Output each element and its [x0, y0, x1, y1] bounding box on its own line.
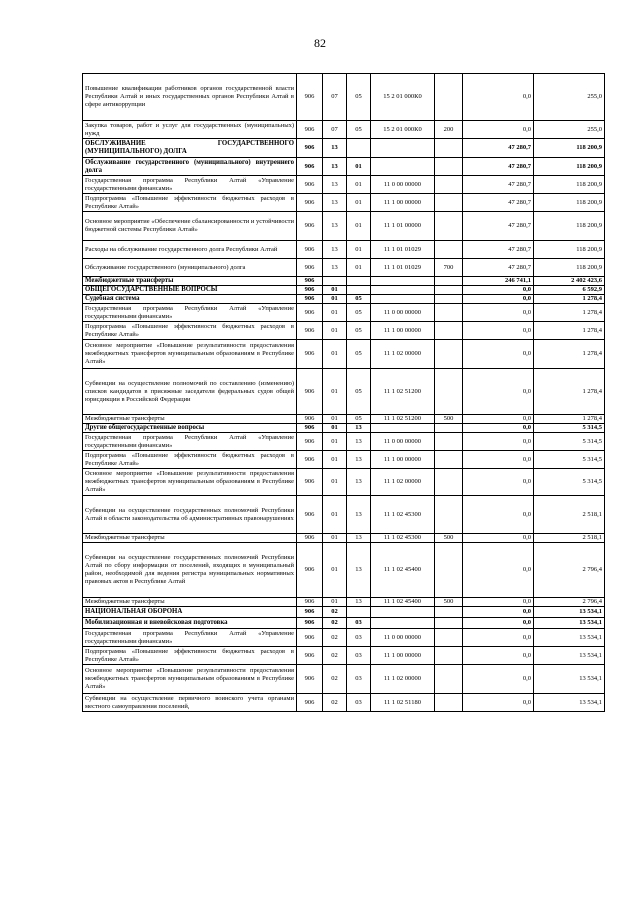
amount-year-1: 47 280,7 — [463, 259, 534, 277]
amount-year-1: 0,0 — [463, 469, 534, 496]
section-code: 01 — [323, 451, 347, 469]
table-row — [83, 176, 605, 194]
subsection-code — [347, 286, 371, 295]
table-row — [83, 194, 605, 212]
amount-year-1: 0,0 — [463, 618, 534, 629]
ved-code: 906 — [297, 415, 323, 424]
expense-type-code — [435, 647, 463, 665]
ved-code: 906 — [297, 629, 323, 647]
section-code: 01 — [323, 322, 347, 340]
row-name: Субвенции на осуществление первичного воинского учета органами местного самоуправления поселений, — [83, 694, 297, 712]
target-article-code: 11 1 02 00000 — [371, 340, 435, 369]
amount-year-2: 118 200,9 — [534, 176, 605, 194]
section-code: 01 — [323, 415, 347, 424]
subsection-code: 13 — [347, 469, 371, 496]
amount-year-1: 0,0 — [463, 665, 534, 694]
subsection-code: 01 — [347, 194, 371, 212]
expense-type-code — [435, 469, 463, 496]
table-row — [83, 340, 605, 369]
ved-code: 906 — [297, 424, 323, 433]
target-article-code: 11 0 00 00000 — [371, 433, 435, 451]
section-code: 01 — [323, 543, 347, 598]
ved-code: 906 — [297, 598, 323, 607]
target-article-code: 11 0 00 00000 — [371, 629, 435, 647]
amount-year-1: 47 280,7 — [463, 212, 534, 241]
table-row — [83, 433, 605, 451]
section-code: 13 — [323, 158, 347, 176]
row-name: Подпрограмма «Повышение эффективности бюджетных расходов в Республике Алтай» — [83, 194, 297, 212]
ved-code: 906 — [297, 241, 323, 259]
expense-type-code — [435, 607, 463, 618]
subsection-code: 01 — [347, 241, 371, 259]
subsection-code: 01 — [347, 158, 371, 176]
amount-year-1: 0,0 — [463, 322, 534, 340]
subsection-code: 13 — [347, 534, 371, 543]
target-article-code: 11 1 02 51200 — [371, 415, 435, 424]
row-name: Государственная программа Республики Алтай «Управление государственными финансами» — [83, 433, 297, 451]
table-row — [83, 139, 605, 158]
expense-type-code — [435, 194, 463, 212]
amount-year-1: 0,0 — [463, 415, 534, 424]
section-code: 01 — [323, 534, 347, 543]
subsection-code: 01 — [347, 212, 371, 241]
section-code: 02 — [323, 647, 347, 665]
amount-year-1: 0,0 — [463, 607, 534, 618]
target-article-code: 11 1 02 00000 — [371, 469, 435, 496]
amount-year-2: 118 200,9 — [534, 158, 605, 176]
row-name: Обслуживание государственного (муниципального) долга — [83, 259, 297, 277]
ved-code: 906 — [297, 451, 323, 469]
amount-year-2: 2 796,4 — [534, 543, 605, 598]
expense-type-code — [435, 295, 463, 304]
section-code: 02 — [323, 607, 347, 618]
expense-type-code — [435, 451, 463, 469]
target-article-code: 11 1 01 00000 — [371, 212, 435, 241]
subsection-code: 13 — [347, 496, 371, 534]
section-code: 01 — [323, 433, 347, 451]
target-article-code: 11 1 01 01029 — [371, 241, 435, 259]
expense-type-code — [435, 433, 463, 451]
target-article-code — [371, 607, 435, 618]
row-name: ОБЩЕГОСУДАРСТВЕННЫЕ ВОПРОСЫ — [83, 286, 297, 295]
row-name: Подпрограмма «Повышение эффективности бюджетных расходов в Республике Алтай» — [83, 647, 297, 665]
expense-type-code — [435, 424, 463, 433]
expense-type-code — [435, 286, 463, 295]
subsection-code: 05 — [347, 74, 371, 121]
amount-year-1: 47 280,7 — [463, 176, 534, 194]
amount-year-2: 2 402 423,6 — [534, 277, 605, 286]
subsection-code: 05 — [347, 304, 371, 322]
target-article-code: 15 2 01 000К0 — [371, 74, 435, 121]
subsection-code: 01 — [347, 176, 371, 194]
amount-year-1: 0,0 — [463, 496, 534, 534]
target-article-code — [371, 618, 435, 629]
section-code: 01 — [323, 304, 347, 322]
row-name: Основное мероприятие «Обеспечение сбалансированности и устойчивости бюджетной системы Республики Алтай» — [83, 212, 297, 241]
ved-code: 906 — [297, 158, 323, 176]
expense-type-code — [435, 277, 463, 286]
target-article-code: 11 1 02 45300 — [371, 534, 435, 543]
table-row — [83, 424, 605, 433]
table-row — [83, 212, 605, 241]
row-name: Повышение квалификации работников органов государственной власти Республики Алтай и иных государственных органов Республики Алтай в сфере антикоррупции — [83, 74, 297, 121]
subsection-code — [347, 607, 371, 618]
table-row — [83, 121, 605, 139]
section-code: 01 — [323, 340, 347, 369]
expense-type-code — [435, 496, 463, 534]
amount-year-2: 118 200,9 — [534, 139, 605, 158]
row-name: Основное мероприятие «Повышение результативности предоставления межбюджетных трансфертов муниципальным образованиям в Республике Алтай» — [83, 469, 297, 496]
section-code: 13 — [323, 176, 347, 194]
ved-code: 906 — [297, 694, 323, 712]
subsection-code: 05 — [347, 340, 371, 369]
subsection-code: 13 — [347, 598, 371, 607]
ved-code: 906 — [297, 607, 323, 618]
section-code: 13 — [323, 241, 347, 259]
ved-code: 906 — [297, 286, 323, 295]
amount-year-2: 118 200,9 — [534, 241, 605, 259]
amount-year-2: 5 314,5 — [534, 469, 605, 496]
table-row — [83, 322, 605, 340]
expense-type-code: 500 — [435, 598, 463, 607]
row-name: Другие общегосударственные вопросы — [83, 424, 297, 433]
amount-year-2: 118 200,9 — [534, 212, 605, 241]
table-row — [83, 158, 605, 176]
amount-year-2: 255,0 — [534, 74, 605, 121]
amount-year-2: 1 278,4 — [534, 304, 605, 322]
target-article-code: 11 0 00 00000 — [371, 304, 435, 322]
section-code: 01 — [323, 369, 347, 415]
target-article-code — [371, 295, 435, 304]
amount-year-1: 0,0 — [463, 451, 534, 469]
target-article-code — [371, 139, 435, 158]
section-code: 01 — [323, 469, 347, 496]
section-code: 13 — [323, 212, 347, 241]
subsection-code: 13 — [347, 433, 371, 451]
amount-year-2: 1 278,4 — [534, 295, 605, 304]
expense-type-code — [435, 241, 463, 259]
target-article-code: 11 1 00 00000 — [371, 451, 435, 469]
expense-type-code — [435, 618, 463, 629]
row-name: Межбюджетные трансферты — [83, 534, 297, 543]
expense-type-code — [435, 158, 463, 176]
amount-year-2: 5 314,5 — [534, 451, 605, 469]
ved-code: 906 — [297, 469, 323, 496]
row-name: Межбюджетные трансферты — [83, 598, 297, 607]
amount-year-2: 13 534,1 — [534, 665, 605, 694]
subsection-code: 03 — [347, 629, 371, 647]
amount-year-1: 0,0 — [463, 647, 534, 665]
section-code: 13 — [323, 194, 347, 212]
section-code: 02 — [323, 618, 347, 629]
subsection-code — [347, 139, 371, 158]
target-article-code: 11 1 00 00000 — [371, 194, 435, 212]
amount-year-1: 0,0 — [463, 369, 534, 415]
row-name: Субвенции на осуществление государственных полномочий Республики Алтай в области законодательства об административных правонарушениях — [83, 496, 297, 534]
expense-type-code: 500 — [435, 534, 463, 543]
expense-type-code — [435, 694, 463, 712]
table-row — [83, 647, 605, 665]
ved-code: 906 — [297, 295, 323, 304]
amount-year-1: 0,0 — [463, 629, 534, 647]
amount-year-2: 1 278,4 — [534, 369, 605, 415]
section-code: 01 — [323, 295, 347, 304]
table-row — [83, 665, 605, 694]
amount-year-1: 0,0 — [463, 304, 534, 322]
row-name: Государственная программа Республики Алтай «Управление государственными финансами» — [83, 629, 297, 647]
expense-type-code — [435, 665, 463, 694]
table-row — [83, 598, 605, 607]
ved-code: 906 — [297, 369, 323, 415]
subsection-code: 05 — [347, 295, 371, 304]
table-row — [83, 607, 605, 618]
amount-year-2: 255,0 — [534, 121, 605, 139]
section-code: 13 — [323, 139, 347, 158]
row-name: Государственная программа Республики Алтай «Управление государственными финансами» — [83, 304, 297, 322]
expense-type-code — [435, 322, 463, 340]
section-code: 01 — [323, 424, 347, 433]
section-code: 07 — [323, 74, 347, 121]
amount-year-2: 13 534,1 — [534, 694, 605, 712]
table-row — [83, 369, 605, 415]
amount-year-1: 47 280,7 — [463, 139, 534, 158]
section-code: 02 — [323, 665, 347, 694]
target-article-code: 11 1 00 00000 — [371, 322, 435, 340]
expense-type-code — [435, 629, 463, 647]
expense-type-code — [435, 212, 463, 241]
amount-year-2: 13 534,1 — [534, 618, 605, 629]
subsection-code — [347, 277, 371, 286]
subsection-code: 13 — [347, 424, 371, 433]
expense-type-code — [435, 543, 463, 598]
ved-code: 906 — [297, 618, 323, 629]
ved-code: 906 — [297, 277, 323, 286]
subsection-code: 05 — [347, 121, 371, 139]
amount-year-2: 2 518,1 — [534, 496, 605, 534]
amount-year-2: 1 278,4 — [534, 415, 605, 424]
ved-code: 906 — [297, 121, 323, 139]
amount-year-1: 0,0 — [463, 295, 534, 304]
amount-year-1: 0,0 — [463, 121, 534, 139]
target-article-code — [371, 158, 435, 176]
amount-year-1: 246 741,1 — [463, 277, 534, 286]
expense-type-code: 500 — [435, 415, 463, 424]
ved-code: 906 — [297, 543, 323, 598]
row-name: Расходы на обслуживание государственного долга Республики Алтай — [83, 241, 297, 259]
target-article-code — [371, 277, 435, 286]
target-article-code — [371, 424, 435, 433]
ved-code: 906 — [297, 433, 323, 451]
expense-type-code — [435, 304, 463, 322]
table-row — [83, 259, 605, 277]
amount-year-2: 13 534,1 — [534, 607, 605, 618]
subsection-code: 05 — [347, 415, 371, 424]
table-row — [83, 618, 605, 629]
subsection-code: 05 — [347, 322, 371, 340]
amount-year-1: 0,0 — [463, 534, 534, 543]
subsection-code: 03 — [347, 647, 371, 665]
ved-code: 906 — [297, 139, 323, 158]
amount-year-2: 13 534,1 — [534, 647, 605, 665]
ved-code: 906 — [297, 74, 323, 121]
table-row — [83, 286, 605, 295]
amount-year-2: 118 200,9 — [534, 259, 605, 277]
expense-type-code — [435, 139, 463, 158]
row-name: Подпрограмма «Повышение эффективности бюджетных расходов в Республике Алтай» — [83, 322, 297, 340]
amount-year-1: 0,0 — [463, 694, 534, 712]
target-article-code: 11 1 02 45300 — [371, 496, 435, 534]
amount-year-1: 0,0 — [463, 433, 534, 451]
ved-code: 906 — [297, 259, 323, 277]
ved-code: 906 — [297, 340, 323, 369]
amount-year-1: 47 280,7 — [463, 158, 534, 176]
page-number: 82 — [314, 36, 326, 50]
section-code — [323, 277, 347, 286]
expense-type-code: 700 — [435, 259, 463, 277]
row-name: Субвенции на осуществление государственных полномочий Республики Алтай по сбору информации от поселений, входящих в муниципальный район, необходимой для ведения регистра муниципальных нормативных правовых актов в Республике Алтай — [83, 543, 297, 598]
expense-type-code — [435, 176, 463, 194]
ved-code: 906 — [297, 647, 323, 665]
expense-type-code — [435, 74, 463, 121]
row-name: Обслуживание государственного (муниципального) внутреннего долга — [83, 158, 297, 176]
row-name: Основное мероприятие «Повышение результативности предоставления межбюджетных трансфертов муниципальным образованиям в Республике Алтай» — [83, 665, 297, 694]
table-row — [83, 629, 605, 647]
amount-year-2: 2 796,4 — [534, 598, 605, 607]
section-code: 13 — [323, 259, 347, 277]
ved-code: 906 — [297, 304, 323, 322]
ved-code: 906 — [297, 194, 323, 212]
amount-year-1: 47 280,7 — [463, 194, 534, 212]
amount-year-2: 1 278,4 — [534, 340, 605, 369]
subsection-code: 01 — [347, 259, 371, 277]
budget-table — [82, 73, 605, 712]
subsection-code: 03 — [347, 694, 371, 712]
amount-year-1: 47 280,7 — [463, 241, 534, 259]
subsection-code: 03 — [347, 665, 371, 694]
target-article-code: 15 2 01 000К0 — [371, 121, 435, 139]
amount-year-1: 0,0 — [463, 543, 534, 598]
table-row — [83, 694, 605, 712]
expense-type-code: 200 — [435, 121, 463, 139]
subsection-code: 13 — [347, 543, 371, 598]
row-name: Субвенции на осуществление полномочий по составлению (изменению) списков кандидатов в присяжные заседатели федеральных судов общей юрисдикции в Российской Федерации — [83, 369, 297, 415]
table-row — [83, 295, 605, 304]
target-article-code: 11 1 02 51180 — [371, 694, 435, 712]
target-article-code: 11 0 00 00000 — [371, 176, 435, 194]
amount-year-1: 0,0 — [463, 74, 534, 121]
amount-year-2: 1 278,4 — [534, 322, 605, 340]
ved-code: 906 — [297, 212, 323, 241]
ved-code: 906 — [297, 665, 323, 694]
expense-type-code — [435, 340, 463, 369]
amount-year-1: 0,0 — [463, 598, 534, 607]
section-code: 01 — [323, 598, 347, 607]
ved-code: 906 — [297, 496, 323, 534]
table-row — [83, 277, 605, 286]
amount-year-2: 5 314,5 — [534, 424, 605, 433]
ved-code: 906 — [297, 176, 323, 194]
amount-year-1: 0,0 — [463, 340, 534, 369]
target-article-code: 11 1 00 00000 — [371, 647, 435, 665]
row-name: Подпрограмма «Повышение эффективности бюджетных расходов в Республике Алтай» — [83, 451, 297, 469]
table-row — [83, 241, 605, 259]
amount-year-2: 5 314,5 — [534, 433, 605, 451]
table-row — [83, 534, 605, 543]
ved-code: 906 — [297, 534, 323, 543]
section-code: 07 — [323, 121, 347, 139]
subsection-code: 03 — [347, 618, 371, 629]
target-article-code — [371, 286, 435, 295]
subsection-code: 13 — [347, 451, 371, 469]
target-article-code: 11 1 02 51200 — [371, 369, 435, 415]
amount-year-1: 0,0 — [463, 424, 534, 433]
row-name: Государственная программа Республики Алтай «Управление государственными финансами» — [83, 176, 297, 194]
target-article-code: 11 1 02 00000 — [371, 665, 435, 694]
section-code: 02 — [323, 694, 347, 712]
amount-year-2: 6 592,9 — [534, 286, 605, 295]
table-row — [83, 469, 605, 496]
row-name: Мобилизационная и вневойсковая подготовка — [83, 618, 297, 629]
subsection-code: 05 — [347, 369, 371, 415]
amount-year-2: 2 518,1 — [534, 534, 605, 543]
amount-year-2: 13 534,1 — [534, 629, 605, 647]
table-row — [83, 451, 605, 469]
section-code: 02 — [323, 629, 347, 647]
section-code: 01 — [323, 286, 347, 295]
target-article-code: 11 1 02 45400 — [371, 543, 435, 598]
row-name: Судебная система — [83, 295, 297, 304]
row-name: Межбюджетные трансферты — [83, 277, 297, 286]
target-article-code: 11 1 01 01029 — [371, 259, 435, 277]
ved-code: 906 — [297, 322, 323, 340]
table-row — [83, 496, 605, 534]
row-name: НАЦИОНАЛЬНАЯ ОБОРОНА — [83, 607, 297, 618]
row-name: ОБСЛУЖИВАНИЕ ГОСУДАРСТВЕННОГО (МУНИЦИПАЛЬНОГО) ДОЛГА — [83, 139, 297, 158]
row-name: Межбюджетные трансферты — [83, 415, 297, 424]
table-row — [83, 543, 605, 598]
row-name: Закупка товаров, работ и услуг для государственных (муниципальных) нужд — [83, 121, 297, 139]
section-code: 01 — [323, 496, 347, 534]
target-article-code: 11 1 02 45400 — [371, 598, 435, 607]
table-row — [83, 304, 605, 322]
table-row — [83, 415, 605, 424]
table-row — [83, 74, 605, 121]
row-name: Основное мероприятие «Повышение результативности предоставления межбюджетных трансфертов муниципальным образованиям в Республике Алтай» — [83, 340, 297, 369]
amount-year-2: 118 200,9 — [534, 194, 605, 212]
amount-year-1: 0,0 — [463, 286, 534, 295]
expense-type-code — [435, 369, 463, 415]
